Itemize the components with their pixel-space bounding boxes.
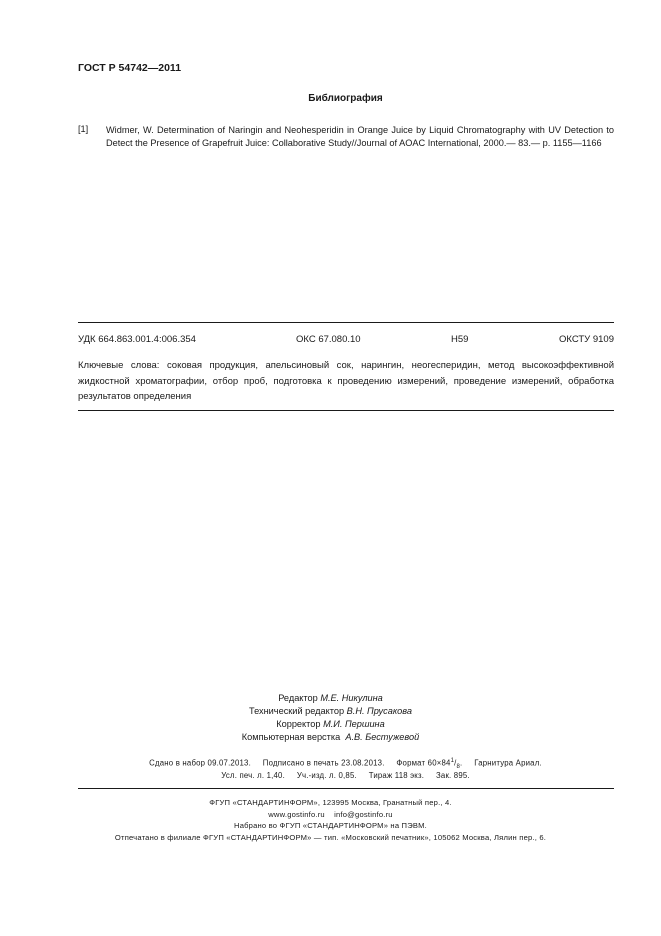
group-code: Н59 [451, 334, 469, 345]
printed-info: Отпечатано в филиале ФГУП «СТАНДАРТИНФОРМ» — тип. «Московский печатник», 105062 Москва, Лялин пер., 6. [114, 832, 547, 842]
print-info-line1: Сдано в набор 09.07.2013. Подписано в печать 23.08.2013. Формат $60\times 84^1/_8$. Гарнитура Ариал. [149, 758, 542, 771]
layout-line: Компьютерная верстка А.В. Бестужевой [241, 732, 420, 742]
publisher-info [0, 797, 661, 843]
staff-credits [0, 692, 661, 744]
standard-number: ГОСТ Р 54742—2011 [78, 62, 182, 74]
oks-code: ОКС 67.080.10 [296, 334, 361, 345]
divider-top [78, 322, 614, 323]
publisher-email[interactable]: info@gostinfo.ru [334, 809, 393, 819]
okstu-code: ОКСТУ 9109 [559, 334, 614, 345]
publisher-address: ФГУП «СТАНДАРТИНФОРМ», 123995 Москва, Гранатный пер., 4. [209, 798, 452, 807]
bibliography-title: Библиография [308, 93, 383, 104]
tech-editor-line: Технический редактор В.Н. Прусакова [249, 706, 412, 716]
divider-publisher [78, 788, 614, 789]
corrector-line: Корректор М.И. Першина [276, 719, 385, 729]
editor-line: Редактор М.Е. Никулина [278, 693, 383, 703]
udc-code: УДК 664.863.001.4:006.354 [78, 334, 196, 345]
divider-bottom [78, 410, 614, 411]
reference-text: Widmer, W. Determination of Naringin and Neohesperidin in Orange Juice by Liquid Chromatography with UV Detection to Detect the Presence of Grapefruit Juice: Collaborative Study//Journal of AOAC International, 2000.— 83.— p. 1155—1166 [106, 125, 614, 148]
print-info-line2: Усл. печ. л. 1,40. Уч.-изд. л. 0,85. Тираж 118 экз. Зак. 895. [221, 771, 470, 780]
typeset-info: Набрано во ФГУП «СТАНДАРТИНФОРМ» на ПЭВМ. [234, 821, 427, 831]
publisher-contacts [0, 809, 661, 821]
publisher-website[interactable]: www.gostinfo.ru [268, 809, 325, 819]
reference-number: [1] [78, 124, 89, 134]
keywords: Ключевые слова: соковая продукция, апельсиновый сок, нарингин, неогесперидин, метод высокоэффективной жидкостной хроматографии, отбор проб, подготовка к проведению измерений, проведение измерений, обработка результатов определения [78, 360, 614, 402]
